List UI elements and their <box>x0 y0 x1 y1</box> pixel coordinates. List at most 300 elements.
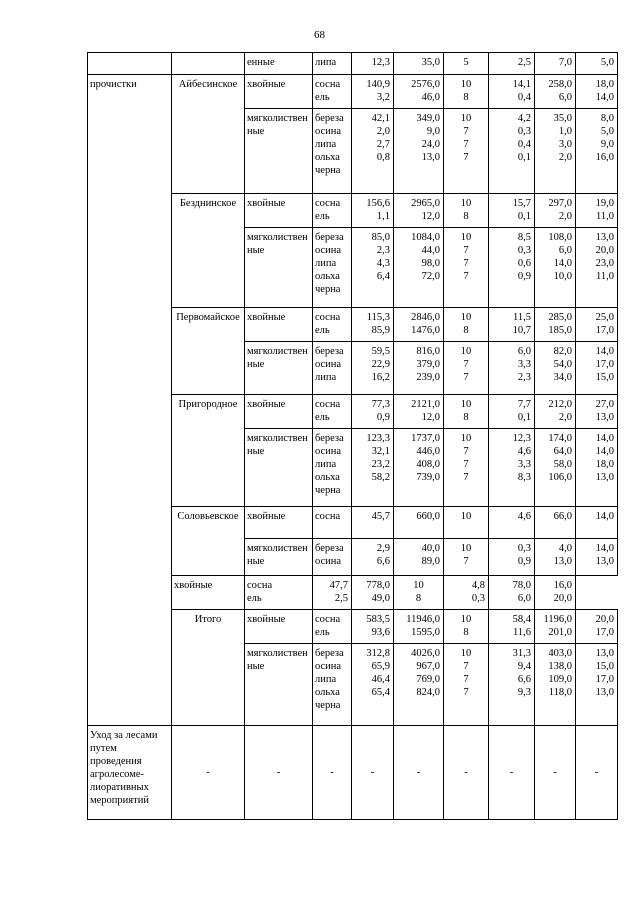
value: 8,0 <box>600 113 614 124</box>
value-cell-c5 <box>535 395 576 429</box>
value: 778,0 <box>366 580 390 591</box>
value: 0,3 <box>517 245 531 256</box>
value: 8 <box>463 325 469 336</box>
district-cell <box>172 194 245 308</box>
value: 8,3 <box>517 472 531 483</box>
species-name: сосна <box>315 312 341 323</box>
value: 6,0 <box>558 92 572 103</box>
dash-cell <box>313 726 352 820</box>
value: 10 <box>413 580 424 591</box>
value: 2846,0 <box>411 312 440 323</box>
value: 10 <box>460 511 472 522</box>
value-cell-c5 <box>535 429 576 507</box>
forest-group-cell <box>245 228 313 308</box>
value-cell-c2 <box>394 75 444 109</box>
species-name: липа <box>315 139 337 150</box>
value: 7 <box>463 661 469 672</box>
value: 34,0 <box>553 372 572 383</box>
district-name: Айбесинское <box>178 79 238 90</box>
value-cell-c5 <box>535 610 576 644</box>
forest-group: хвойные <box>174 580 213 591</box>
forest-group: мягколиственные <box>247 346 308 370</box>
value: 65,9 <box>371 661 390 672</box>
dash-cell <box>394 726 444 820</box>
value: 118,0 <box>548 687 572 698</box>
value-cell-c3 <box>444 228 489 308</box>
value: 6,0 <box>558 245 572 256</box>
value: 2,5 <box>334 593 348 604</box>
value-cell-c2 <box>394 507 444 539</box>
value: 15,0 <box>595 661 614 672</box>
value: 11,6 <box>513 627 531 638</box>
value: 258,0 <box>548 79 572 90</box>
value-cell-c2 <box>394 228 444 308</box>
value: 14,1 <box>512 79 531 90</box>
value: 15,0 <box>595 372 614 383</box>
value: 11946,0 <box>406 614 440 625</box>
value: 1595,0 <box>411 627 440 638</box>
species-cell <box>313 109 352 194</box>
value: 2,0 <box>558 211 572 222</box>
species-name: липа <box>315 57 337 68</box>
value-cell-c5 <box>535 53 576 75</box>
value: 13,0 <box>595 556 614 567</box>
value: 89,0 <box>421 556 440 567</box>
value-cell-c1 <box>352 395 394 429</box>
value-cell-c1 <box>352 610 394 644</box>
value: 123,3 <box>366 433 390 444</box>
value: 6,6 <box>376 556 390 567</box>
category-cell <box>88 726 172 820</box>
species-name: липа <box>315 258 337 269</box>
value-cell-c2 <box>394 610 444 644</box>
value-cell-c4 <box>489 75 535 109</box>
value: 10 <box>460 433 472 444</box>
value: 16,2 <box>371 372 390 383</box>
value: 13,0 <box>595 232 614 243</box>
value: 19,0 <box>595 198 614 209</box>
table-row <box>88 53 618 75</box>
value-cell-c5 <box>535 342 576 395</box>
species-name: ель <box>315 412 330 423</box>
value: 40,0 <box>421 543 440 554</box>
value: 82,0 <box>553 346 572 357</box>
value-cell-c1 <box>352 429 394 507</box>
species-cell <box>313 75 352 109</box>
value: 2,0 <box>558 412 572 423</box>
value: 7,7 <box>517 399 531 410</box>
value: 12,0 <box>421 412 440 423</box>
value: 0,3 <box>517 543 531 554</box>
value: 17,0 <box>595 359 614 370</box>
value-cell-c1 <box>352 539 394 576</box>
value-cell-c3 <box>394 576 444 610</box>
dash-value: - <box>464 766 468 778</box>
value: 46,4 <box>371 674 390 685</box>
value: 18,0 <box>595 79 614 90</box>
species-name: ель <box>315 627 330 638</box>
value-cell-c3 <box>444 395 489 429</box>
value-cell-c3 <box>444 53 489 75</box>
value-cell-c1 <box>352 228 394 308</box>
species-name: береза <box>315 232 344 243</box>
value-cell-c2 <box>394 539 444 576</box>
value-cell-c3 <box>444 644 489 726</box>
species-name: осина <box>315 556 342 567</box>
species-name: осина <box>315 245 342 256</box>
species-cell <box>245 576 313 610</box>
value: 59,5 <box>371 346 390 357</box>
forest-group: хвойные <box>247 399 286 410</box>
value: 115,3 <box>366 312 390 323</box>
value: 10 <box>460 232 472 243</box>
value: 174,0 <box>548 433 572 444</box>
value: 10 <box>460 198 472 209</box>
species-name: ель <box>247 593 262 604</box>
value-cell-c4 <box>489 228 535 308</box>
value: 7 <box>463 446 469 457</box>
value: 93,6 <box>371 627 390 638</box>
value-cell-c5 <box>535 194 576 228</box>
value-cell-c6 <box>576 228 618 308</box>
value: 14,0 <box>553 258 572 269</box>
value-cell-c3 <box>444 610 489 644</box>
value: 583,5 <box>366 614 390 625</box>
value: 2576,0 <box>411 79 440 90</box>
species-cell <box>313 610 352 644</box>
value: 0,1 <box>517 412 531 423</box>
value: 54,0 <box>553 359 572 370</box>
value: 7 <box>463 271 469 282</box>
value-cell-c4 <box>489 507 535 539</box>
value: 27,0 <box>595 399 614 410</box>
species-name: сосна <box>315 614 341 625</box>
value: 10,0 <box>553 271 572 282</box>
species-name: береза <box>315 433 344 444</box>
dash-value: - <box>330 766 334 778</box>
value: 9,0 <box>600 139 614 150</box>
value: 212,0 <box>548 399 572 410</box>
value: 7 <box>463 674 469 685</box>
value: 10 <box>460 399 472 410</box>
value: 7 <box>463 459 469 470</box>
value: 4026,0 <box>411 648 440 659</box>
value: 7 <box>463 245 469 256</box>
value: 5 <box>463 57 469 68</box>
district-name: Соловьевское <box>177 511 239 522</box>
value: 106,0 <box>548 472 572 483</box>
value: 13,0 <box>421 152 440 163</box>
value: 11,5 <box>513 312 531 323</box>
value: 20,0 <box>553 593 572 604</box>
value: 312,8 <box>366 648 390 659</box>
value: 17,0 <box>595 674 614 685</box>
value: 408,0 <box>416 459 440 470</box>
species-name: липа <box>315 674 337 685</box>
value: 109,0 <box>548 674 572 685</box>
value-cell-c2 <box>394 308 444 342</box>
species-name: осина <box>315 446 342 457</box>
value: 7 <box>463 472 469 483</box>
value: 297,0 <box>548 198 572 209</box>
value: 10 <box>460 346 472 357</box>
value: 85,9 <box>371 325 390 336</box>
value-cell-c4 <box>489 308 535 342</box>
value: 6,6 <box>517 674 531 685</box>
value: 2,3 <box>376 245 390 256</box>
value: 1,1 <box>376 211 390 222</box>
species-name: сосна <box>315 198 341 209</box>
value-cell-c6 <box>576 53 618 75</box>
value: 7 <box>463 152 469 163</box>
forest-group-cell <box>245 308 313 342</box>
forest-care-table <box>87 52 618 820</box>
dash-value: - <box>509 766 514 778</box>
value: 12,3 <box>512 433 531 444</box>
value: 13,0 <box>595 648 614 659</box>
value-cell-c6 <box>576 395 618 429</box>
forest-group-cell <box>245 429 313 507</box>
species-cell <box>313 644 352 726</box>
species-name: сосна <box>315 511 341 522</box>
value-cell-c6 <box>576 194 618 228</box>
value-cell-c5 <box>535 539 576 576</box>
value: 7,0 <box>558 57 572 68</box>
value-cell-c1 <box>352 75 394 109</box>
value: 10,7 <box>512 325 531 336</box>
value-cell-c1 <box>352 53 394 75</box>
value: 4,6 <box>517 446 531 457</box>
value: 4,2 <box>517 113 531 124</box>
value: 10 <box>460 648 472 659</box>
dash-value: - <box>553 766 557 778</box>
species-name: осина <box>315 359 342 370</box>
species-name: липа <box>315 459 337 470</box>
value: 6,0 <box>517 593 531 604</box>
value: 6,4 <box>376 271 390 282</box>
value: 403,0 <box>548 648 572 659</box>
forest-group: енные <box>247 57 275 68</box>
value: 42,1 <box>371 113 390 124</box>
species-name: сосна <box>315 399 341 410</box>
value: 7 <box>463 258 469 269</box>
value: 12,3 <box>371 57 390 68</box>
species-name: сосна <box>315 79 341 90</box>
value-cell-c2 <box>394 194 444 228</box>
value: 0,6 <box>517 258 531 269</box>
value: 14,0 <box>595 346 614 357</box>
district-name: Пригородное <box>178 399 238 410</box>
value: 8 <box>463 412 469 423</box>
value-cell-c6 <box>576 109 618 194</box>
value: 25,0 <box>595 312 614 323</box>
value: 0,9 <box>376 412 390 423</box>
dash-cell <box>489 726 535 820</box>
value-cell-c6 <box>576 308 618 342</box>
value: 7 <box>463 126 469 137</box>
district-name: Первомайское <box>176 312 240 323</box>
value: 1196,0 <box>543 614 572 625</box>
value: 5,0 <box>600 126 614 137</box>
dash-cell <box>352 726 394 820</box>
forest-group-cell <box>245 507 313 539</box>
species-cell <box>313 507 352 539</box>
value: 31,3 <box>512 648 531 659</box>
value: 3,3 <box>517 359 531 370</box>
value: 23,2 <box>371 459 390 470</box>
dash-cell <box>576 726 618 820</box>
value-cell-c6 <box>576 644 618 726</box>
value: 108,0 <box>548 232 572 243</box>
species-name: липа <box>315 372 337 383</box>
value: 2,0 <box>558 152 572 163</box>
value: 10 <box>460 543 472 554</box>
category-cell <box>88 75 172 726</box>
species-name: береза <box>315 648 344 659</box>
forest-group-cell <box>245 539 313 576</box>
value-cell-c1 <box>352 308 394 342</box>
value: 11,0 <box>596 271 614 282</box>
value: 10 <box>460 113 472 124</box>
value: 0,1 <box>517 211 531 222</box>
forest-group-cell <box>245 109 313 194</box>
value: 4,6 <box>517 511 531 522</box>
species-name: ольха черна <box>315 271 341 295</box>
value-cell-c6 <box>535 576 576 610</box>
value: 65,4 <box>371 687 390 698</box>
value: 35,0 <box>553 113 572 124</box>
value-cell-c4 <box>489 194 535 228</box>
value-cell-c6 <box>576 507 618 539</box>
value: 45,7 <box>371 511 390 522</box>
value-cell-c3 <box>444 429 489 507</box>
species-cell <box>313 429 352 507</box>
dash-cell <box>172 726 245 820</box>
value: 22,9 <box>371 359 390 370</box>
value: 3,0 <box>558 139 572 150</box>
value-cell-c1 <box>352 194 394 228</box>
district-cell <box>172 395 245 507</box>
value: 8 <box>463 211 469 222</box>
value: 14,0 <box>595 543 614 554</box>
value: 4,0 <box>558 543 572 554</box>
value-cell-c1 <box>352 644 394 726</box>
value: 85,0 <box>371 232 390 243</box>
species-cell <box>313 539 352 576</box>
value-cell-c2 <box>394 395 444 429</box>
value: 32,1 <box>371 446 390 457</box>
value: 0,3 <box>517 126 531 137</box>
value: 0,1 <box>517 152 531 163</box>
species-name: береза <box>315 113 344 124</box>
district-cell <box>172 53 245 75</box>
value: 7 <box>463 372 469 383</box>
value: 5,0 <box>600 57 614 68</box>
value: 2,9 <box>376 543 390 554</box>
value: 2,3 <box>517 372 531 383</box>
value-cell-c3 <box>444 194 489 228</box>
value-cell-c4 <box>489 395 535 429</box>
forest-group: хвойные <box>247 79 286 90</box>
forest-group: мягколиственные <box>247 433 308 457</box>
value-cell-c2 <box>394 644 444 726</box>
value-cell-c6 <box>576 539 618 576</box>
value-cell-c3 <box>444 342 489 395</box>
value-cell-c1 <box>313 576 352 610</box>
value: 0,9 <box>517 556 531 567</box>
value: 7 <box>463 556 469 567</box>
value: 739,0 <box>416 472 440 483</box>
value: 201,0 <box>548 627 572 638</box>
forest-group-cell <box>245 395 313 429</box>
value: 12,0 <box>421 211 440 222</box>
forest-group-cell <box>245 644 313 726</box>
value-cell-c5 <box>535 644 576 726</box>
value: 35,0 <box>421 57 440 68</box>
value: 66,0 <box>553 511 572 522</box>
value: 16,0 <box>553 580 572 591</box>
value: 0,4 <box>517 92 531 103</box>
value-cell-c3 <box>444 109 489 194</box>
forest-group: мягколиственные <box>247 543 308 567</box>
value: 2,7 <box>376 139 390 150</box>
value: 14,0 <box>595 446 614 457</box>
value: 8 <box>463 92 469 103</box>
value-cell-c5 <box>489 576 535 610</box>
value: 2,0 <box>376 126 390 137</box>
page-number: 68 <box>314 29 325 41</box>
value: 156,6 <box>366 198 390 209</box>
value: 349,0 <box>416 113 440 124</box>
value-cell-c2 <box>394 429 444 507</box>
dash-value: - <box>370 766 375 778</box>
value: 0,8 <box>376 152 390 163</box>
district-cell <box>172 610 245 726</box>
value: 77,3 <box>371 399 390 410</box>
value-cell-c4 <box>489 342 535 395</box>
dash-value: - <box>416 766 421 778</box>
value-cell-c6 <box>576 610 618 644</box>
value-cell-c4 <box>489 644 535 726</box>
value: 13,0 <box>595 472 614 483</box>
value: 14,0 <box>595 92 614 103</box>
value: 816,0 <box>416 346 440 357</box>
value-cell-c4 <box>489 109 535 194</box>
value: 10 <box>460 312 472 323</box>
species-name: сосна <box>247 580 273 591</box>
species-name: береза <box>315 346 344 357</box>
value-cell-c2 <box>394 342 444 395</box>
value: 17,0 <box>595 325 614 336</box>
value-cell-c5 <box>535 228 576 308</box>
species-name: ель <box>315 92 330 103</box>
dash-value: - <box>594 766 599 778</box>
value: 78,0 <box>512 580 531 591</box>
value: 7 <box>463 687 469 698</box>
value-cell-c5 <box>535 507 576 539</box>
value: 20,0 <box>595 245 614 256</box>
species-name: ель <box>315 211 330 222</box>
species-cell <box>313 308 352 342</box>
value: 769,0 <box>416 674 440 685</box>
value: 1084,0 <box>411 232 440 243</box>
forest-group: мягколиственные <box>247 648 308 672</box>
value: 0,4 <box>517 139 531 150</box>
forest-group: хвойные <box>247 511 286 522</box>
value: 47,7 <box>329 580 348 591</box>
dash-value: - <box>276 766 281 778</box>
forest-group-cell <box>245 342 313 395</box>
